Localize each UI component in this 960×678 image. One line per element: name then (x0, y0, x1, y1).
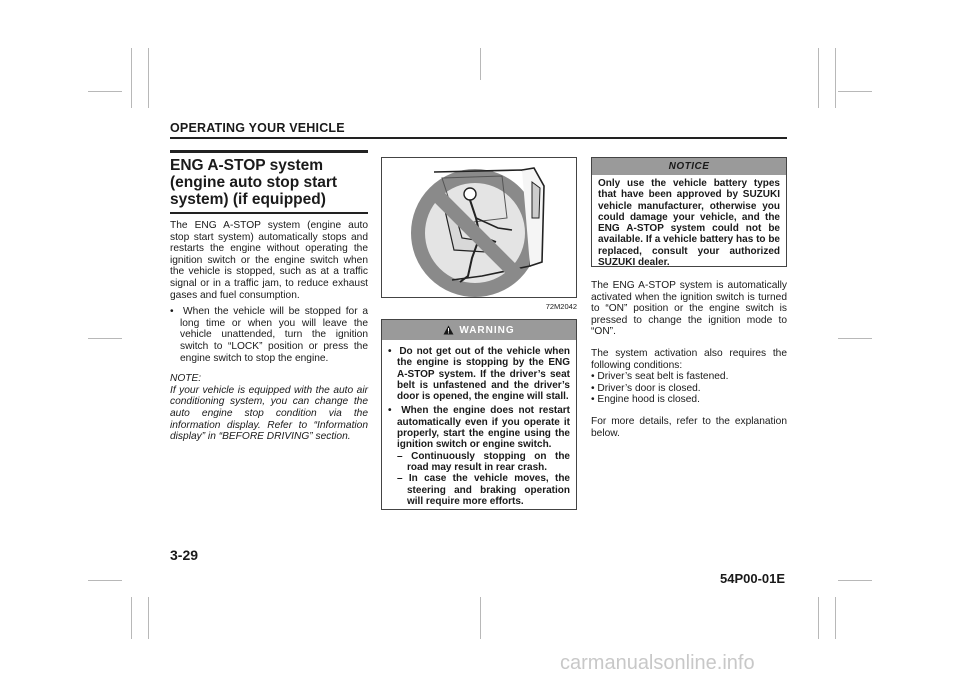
warning-body (382, 340, 576, 507)
document-code: 54P00-01E (720, 571, 786, 586)
header-rule (170, 137, 787, 139)
warning-triangle-icon (443, 325, 454, 335)
left-column (170, 150, 368, 443)
watermark: carmanualsonline.info (560, 652, 755, 674)
section-top-rule (170, 150, 368, 153)
list-item: • Engine hood is closed. (591, 394, 700, 406)
list-item: • Driver’s seat belt is fastened. (591, 371, 729, 383)
list-item: • Driver’s door is closed. (591, 382, 701, 394)
prohibition-sign-icon (382, 158, 576, 297)
figure-illustration (381, 157, 577, 298)
right-column (591, 280, 787, 439)
notice-box (591, 157, 787, 267)
intro-paragraph: The ENG A-STOP system (engine auto stop start system) automatically stops and restarts the engine without operating the ignition switch or the engine switch when the vehicle is stopped, such as at a traffic signal or in a traffic jam, to reduce exhaust gases and fuel consumption. (170, 220, 368, 301)
notice-title: NOTICE (592, 158, 786, 175)
note-label: NOTE: (170, 373, 202, 385)
figure-code: 72M2042 (545, 302, 577, 311)
list-item: • When the engine does not restart automatically even if you operate it properly, start the engine using the ignition switch or engine switch. (388, 405, 570, 451)
page-number: 3-29 (170, 547, 199, 563)
conditions-intro: The system activation also requires the following conditions: (591, 347, 787, 371)
list-item: • When the vehicle will be stopped for a long time or when you will leave the vehicle unattended, turn the ignition switch to “LOCK” position or press the engine switch to stop the engine. (170, 306, 368, 364)
note-text: If your vehicle is equipped with the auto air conditioning system, you can change the auto engine stop condition via the information display. Refer to “Information display” in “BEFORE DRIVING” section. (170, 384, 368, 443)
running-header: OPERATING YOUR VEHICLE (170, 121, 345, 135)
warning-box (381, 319, 577, 510)
list-item: • Do not get out of the vehicle when the engine is stopping by the ENG A-STOP system. If the driver’s seat belt is unfastened and the driver’s door is opened, the engine will stall. (388, 346, 571, 403)
section-bottom-rule (170, 212, 368, 214)
section-title: ENG A-STOP system (engine auto stop start system) (if equipped) (170, 157, 338, 208)
warning-title: WARNING (459, 324, 515, 336)
list-item: – Continuously stopping on the road may result in rear crash. (397, 450, 570, 473)
warning-header (382, 320, 576, 340)
activation-paragraph: The ENG A-STOP system is automatically activated when the ignition switch is turned to “ON” position or the engine switch is pressed to change the ignition mode to “ON”. (591, 280, 787, 338)
details-paragraph: For more details, refer to the explanation below. (591, 415, 787, 439)
notice-text: Only use the vehicle battery types that have been approved by SUZUKI vehicle manufacturer, otherwise you could damage your vehicle, and the ENG A-STOP system could not be available. If a vehicle battery has to be replaced, consult your authorized SUZUKI dealer. (598, 178, 780, 269)
list-item: – In case the vehicle moves, the steering and braking operation will require more efforts. (397, 473, 570, 507)
